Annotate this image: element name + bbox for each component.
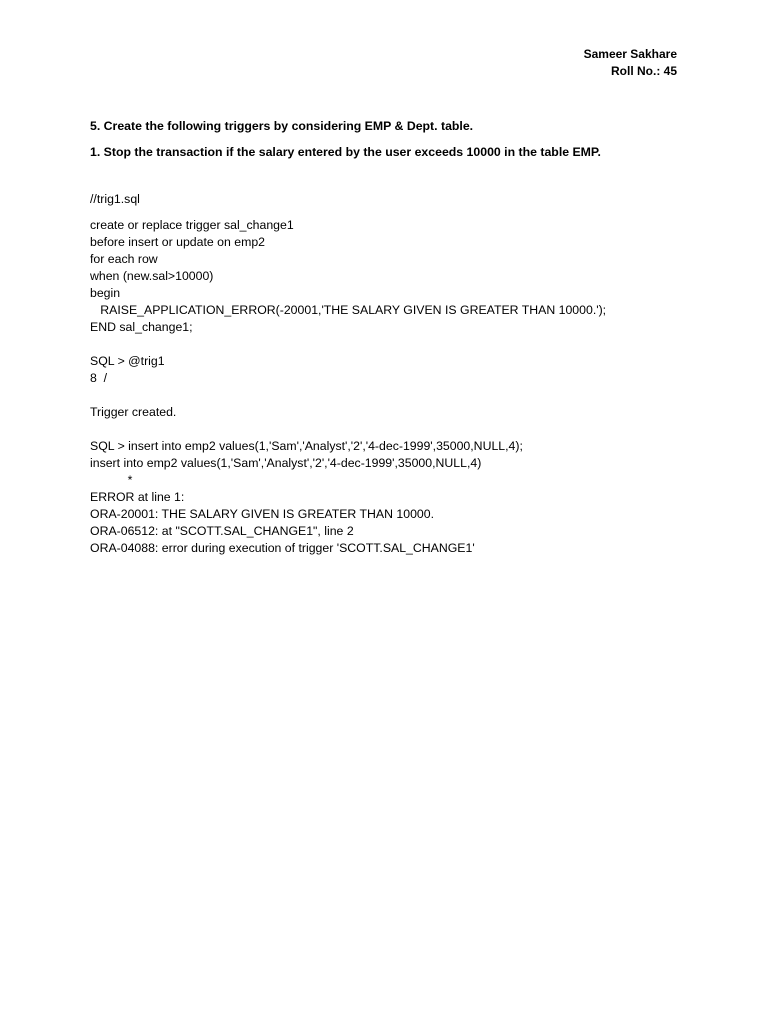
error-line: ORA-20001: THE SALARY GIVEN IS GREATER THAN 10000. xyxy=(90,507,435,521)
insert-echo: insert into emp2 values(1,'Sam','Analyst','2','4-dec-1999',35000,NULL,4) xyxy=(90,456,482,470)
error-line: ERROR at line 1: xyxy=(90,490,185,504)
task-heading: 5. Create the following triggers by considering EMP & Dept. table. xyxy=(90,119,474,133)
code-line: begin xyxy=(90,286,121,300)
code-filename: //trig1.sql xyxy=(90,192,140,206)
code-line: for each row xyxy=(90,252,158,266)
code-line: RAISE_APPLICATION_ERROR(-20001,'THE SALARY GIVEN IS GREATER THAN 10000.'); xyxy=(90,303,607,317)
insert-command: SQL > insert into emp2 values(1,'Sam','Analyst','2','4-dec-1999',35000,NULL,4); xyxy=(90,439,523,453)
error-line: ORA-04088: error during execution of trigger 'SCOTT.SAL_CHANGE1' xyxy=(90,541,475,555)
code-line: END sal_change1; xyxy=(90,320,193,334)
document-body xyxy=(90,118,690,557)
spacer xyxy=(90,161,690,191)
roll-number: Roll No.: 45 xyxy=(610,64,677,78)
error-line: ORA-06512: at "SCOTT.SAL_CHANGE1", line 2 xyxy=(90,524,354,538)
spacer xyxy=(90,421,690,438)
spacer xyxy=(90,208,690,217)
author-header xyxy=(584,46,677,80)
author-name: Sameer Sakhare xyxy=(583,47,677,61)
error-marker: * xyxy=(90,473,133,487)
trigger-code-block xyxy=(90,217,690,336)
spacer xyxy=(90,387,690,404)
sql-run-prompt: SQL > @trig1 xyxy=(90,354,165,368)
spacer xyxy=(90,336,690,353)
code-line: before insert or update on emp2 xyxy=(90,235,266,249)
code-line: when (new.sal>10000) xyxy=(90,269,214,283)
question-heading: 1. Stop the transaction if the salary entered by the user exceeds 10000 in the table EMP. xyxy=(90,145,601,159)
sql-run-slash: 8 / xyxy=(90,371,108,385)
code-line: create or replace trigger sal_change1 xyxy=(90,218,294,232)
trigger-created-message: Trigger created. xyxy=(90,405,177,419)
